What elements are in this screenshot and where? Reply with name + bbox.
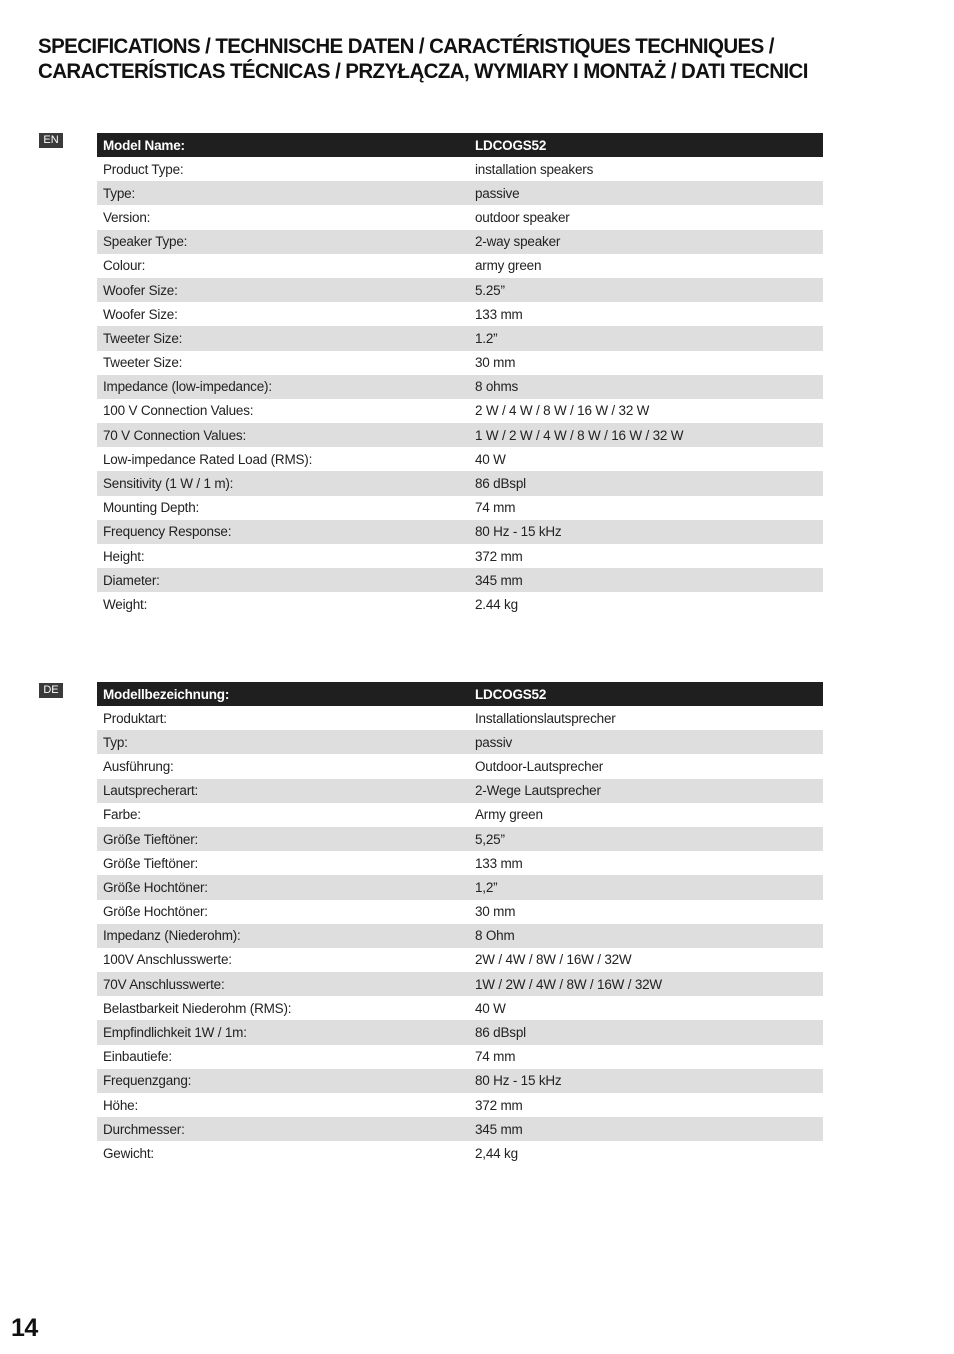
spec-label: Farbe: — [103, 807, 141, 823]
spec-value: 133 mm — [475, 306, 523, 322]
spec-label: Speaker Type: — [97, 230, 469, 254]
spec-value: 30 mm — [475, 355, 516, 371]
spec-label: Größe Tieftöner: — [97, 827, 469, 851]
spec-value: passiv — [469, 730, 823, 754]
spec-value: 86 dBspl — [469, 471, 823, 495]
spec-label: Belastbarkeit Niederohm (RMS): — [103, 1000, 292, 1016]
spec-label: Version: — [103, 209, 151, 225]
spec-value: 5.25” — [469, 278, 823, 302]
spec-row — [97, 1045, 823, 1069]
spec-row — [97, 205, 823, 229]
spec-label: Product Type: — [103, 161, 184, 177]
spec-label: Typ: — [97, 730, 469, 754]
language-badge-de: DE — [39, 683, 63, 698]
spec-row — [97, 302, 823, 326]
spec-row — [97, 924, 823, 948]
spec-value: 1,2” — [469, 875, 823, 899]
spec-value: 74 mm — [475, 500, 516, 516]
spec-value: 80 Hz - 15 kHz — [469, 1069, 823, 1093]
spec-row — [97, 351, 823, 375]
spec-row — [97, 706, 823, 730]
spec-row — [97, 520, 823, 544]
spec-row — [97, 544, 823, 568]
spec-row — [97, 568, 823, 592]
spec-value: 74 mm — [475, 1049, 516, 1065]
spec-label: Größe Hochtöner: — [103, 904, 208, 920]
spec-label: Frequenzgang: — [97, 1069, 469, 1093]
spec-label: 70 V Connection Values: — [97, 423, 469, 447]
spec-value: passive — [469, 181, 823, 205]
spec-row — [97, 779, 823, 803]
spec-value: 80 Hz - 15 kHz — [469, 520, 823, 544]
spec-value: 133 mm — [475, 855, 523, 871]
spec-row — [97, 1117, 823, 1141]
spec-value: 345 mm — [469, 568, 823, 592]
spec-label: Einbautiefe: — [103, 1049, 172, 1065]
spec-label: Tweeter Size: — [97, 326, 469, 350]
spec-table-header-row — [97, 682, 823, 706]
spec-label: Sensitivity (1 W / 1 m): — [97, 471, 469, 495]
spec-row — [97, 592, 823, 616]
spec-label: Impedanz (Niederohm): — [97, 924, 469, 948]
spec-row — [97, 399, 823, 423]
spec-value: outdoor speaker — [475, 209, 570, 225]
spec-value: 30 mm — [475, 904, 516, 920]
page-number: 14 — [11, 1314, 38, 1342]
spec-label: Tweeter Size: — [103, 355, 183, 371]
spec-row — [97, 972, 823, 996]
spec-value: 372 mm — [475, 548, 523, 564]
spec-table-en — [97, 133, 823, 617]
spec-value: 1 W / 2 W / 4 W / 8 W / 16 W / 32 W — [469, 423, 823, 447]
spec-row — [97, 375, 823, 399]
spec-value: Outdoor-Lautsprecher — [475, 758, 604, 774]
spec-row — [97, 754, 823, 778]
spec-value: 40 W — [475, 1000, 506, 1016]
spec-label: Produktart: — [103, 710, 167, 726]
spec-value: 2W / 4W / 8W / 16W / 32W — [475, 952, 632, 968]
spec-label: 100V Anschlusswerte: — [103, 952, 232, 968]
spec-label: Woofer Size: — [97, 278, 469, 302]
spec-value: 345 mm — [469, 1117, 823, 1141]
spec-label: Durchmesser: — [97, 1117, 469, 1141]
spec-row — [97, 851, 823, 875]
spec-label: Impedance (low-impedance): — [97, 375, 469, 399]
spec-value: 1W / 2W / 4W / 8W / 16W / 32W — [469, 972, 823, 996]
spec-value: 2-Wege Lautsprecher — [469, 779, 823, 803]
spec-label: Lautsprecherart: — [97, 779, 469, 803]
spec-row — [97, 496, 823, 520]
spec-row — [97, 447, 823, 471]
spec-row — [97, 948, 823, 972]
header-label: Modellbezeichnung: — [97, 682, 469, 706]
spec-value: army green — [475, 258, 542, 274]
spec-value: 8 Ohm — [469, 924, 823, 948]
spec-value: 1.2” — [469, 326, 823, 350]
spec-row — [97, 230, 823, 254]
spec-value: 2,44 kg — [475, 1145, 518, 1161]
spec-table-de — [97, 682, 823, 1166]
spec-value: 86 dBspl — [469, 1020, 823, 1044]
spec-row — [97, 471, 823, 495]
page-title: SPECIFICATIONS / TECHNISCHE DATEN / CARACTÉRISTIQUES TECHNIQUES / CARACTERÍSTICAS TÉCNICAS / PRZYŁĄCZA, WYMIARY I MONTAŻ / DATI TECNICI — [38, 34, 808, 84]
spec-row — [97, 730, 823, 754]
spec-value: 8 ohms — [469, 375, 823, 399]
spec-row — [97, 254, 823, 278]
spec-row — [97, 1093, 823, 1117]
spec-value: Installationslautsprecher — [475, 710, 616, 726]
spec-row — [97, 326, 823, 350]
header-value: LDCOGS52 — [469, 682, 823, 706]
spec-label: Height: — [103, 548, 145, 564]
spec-label: Empfindlichkeit 1W / 1m: — [97, 1020, 469, 1044]
spec-row — [97, 157, 823, 181]
language-badge-en: EN — [39, 133, 63, 148]
spec-row — [97, 1069, 823, 1093]
spec-value: installation speakers — [475, 161, 594, 177]
spec-value: 2-way speaker — [469, 230, 823, 254]
spec-row — [97, 875, 823, 899]
spec-value: 2.44 kg — [475, 596, 518, 612]
spec-table-header-row — [97, 133, 823, 157]
header-label: Model Name: — [97, 133, 469, 157]
spec-label: Ausführung: — [103, 758, 174, 774]
spec-value: 372 mm — [475, 1097, 523, 1113]
spec-label: Höhe: — [103, 1097, 139, 1113]
spec-label: Mounting Depth: — [103, 500, 200, 516]
spec-row — [97, 827, 823, 851]
spec-label: Type: — [97, 181, 469, 205]
spec-label: Woofer Size: — [103, 306, 178, 322]
spec-row — [97, 1020, 823, 1044]
spec-row — [97, 1141, 823, 1165]
spec-value: Army green — [475, 807, 543, 823]
spec-value: 5,25” — [469, 827, 823, 851]
spec-label: Größe Tieftöner: — [103, 855, 199, 871]
spec-label: Größe Hochtöner: — [97, 875, 469, 899]
spec-label: Gewicht: — [103, 1145, 154, 1161]
header-value: LDCOGS52 — [469, 133, 823, 157]
spec-row — [97, 278, 823, 302]
spec-value: 40 W — [475, 451, 506, 467]
spec-label: Low-impedance Rated Load (RMS): — [103, 451, 313, 467]
spec-row — [97, 423, 823, 447]
spec-label: Weight: — [103, 596, 148, 612]
spec-value: 2 W / 4 W / 8 W / 16 W / 32 W — [475, 403, 650, 419]
spec-label: 100 V Connection Values: — [103, 403, 254, 419]
spec-row — [97, 803, 823, 827]
spec-label: 70V Anschlusswerte: — [97, 972, 469, 996]
spec-label: Diameter: — [97, 568, 469, 592]
spec-row — [97, 996, 823, 1020]
spec-row — [97, 181, 823, 205]
spec-row — [97, 900, 823, 924]
spec-label: Colour: — [103, 258, 146, 274]
spec-label: Frequency Response: — [97, 520, 469, 544]
